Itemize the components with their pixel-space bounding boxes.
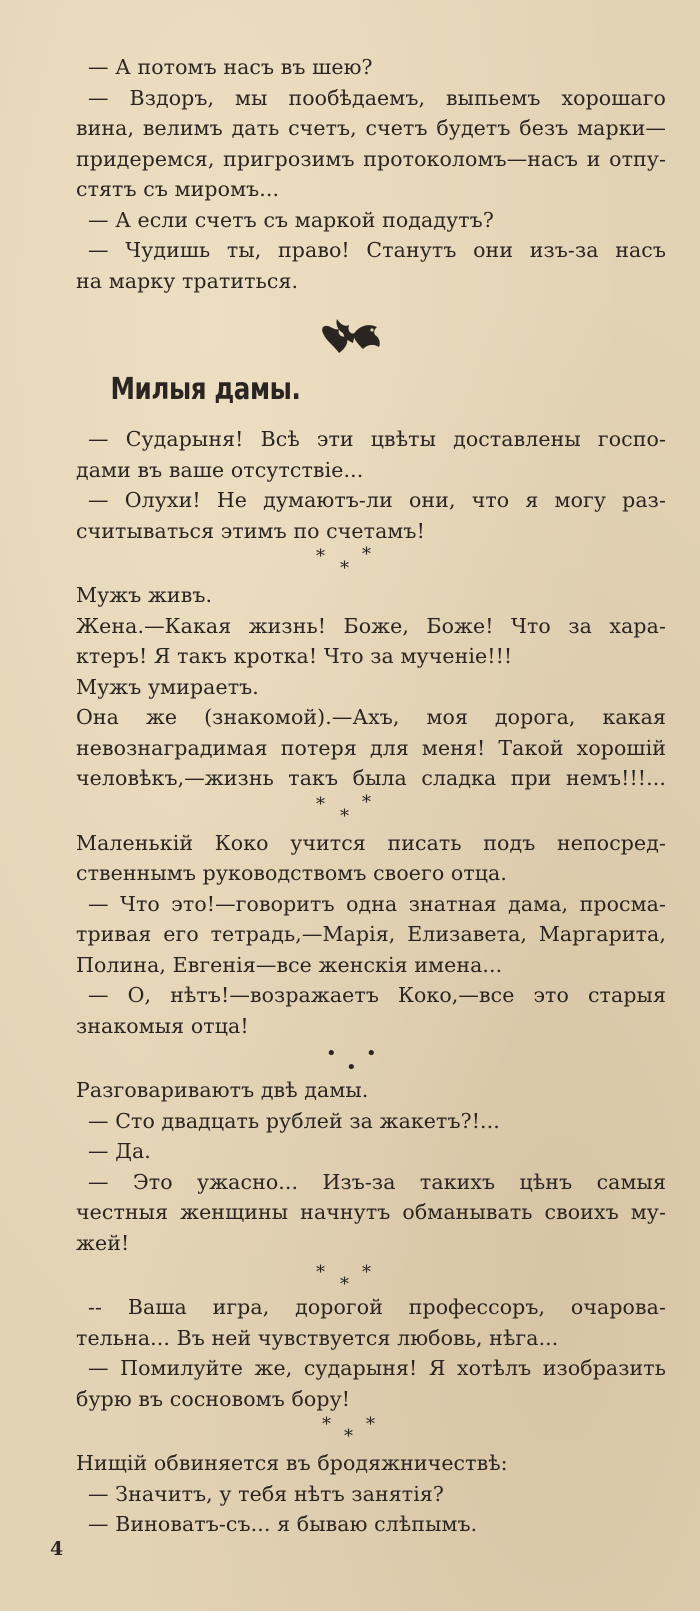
anecdote: [76, 424, 666, 546]
text-line: Нищій обвиняется въ бродяжничествѣ:: [76, 1451, 508, 1475]
separator-star: *: [340, 558, 349, 579]
text-line: жей!: [76, 1230, 130, 1255]
separator-star: *: [322, 1414, 331, 1435]
text-line: на марку тратиться.: [76, 268, 299, 293]
asterism-separator: [76, 791, 666, 828]
text-line: — Да.: [88, 1139, 151, 1163]
text-line: дами въ ваше отсутствіе...: [76, 457, 364, 482]
text-line: считываться этимъ по счетамъ!: [76, 518, 425, 543]
text-line: вина, велимъ дать счетъ, счетъ будетъ безъ марки—: [76, 116, 666, 140]
text-line: — А потомъ насъ въ шею?: [88, 55, 373, 79]
separator-star: *: [362, 1262, 371, 1283]
anecdote: [76, 1292, 666, 1414]
top-section: [76, 52, 666, 296]
text-line: Разговариваютъ двѣ дамы.: [76, 1078, 369, 1102]
separator-star: *: [340, 805, 349, 827]
text-line: — Сто двадцать рублей за жакетъ?!...: [88, 1108, 500, 1133]
separator-dot: •: [326, 1043, 337, 1064]
text-line: — Чудишь ты, право! Станутъ они изъ-за насъ: [88, 238, 666, 262]
text-line: знакомыя отца!: [76, 1013, 249, 1038]
text-line: человѣкъ,—жизнь такъ была сладка при немъ!!!...: [76, 766, 666, 790]
text-line: — Вздоръ, мы пообѣдаемъ, выпьемъ хорошаго: [88, 85, 666, 110]
separator-dot: •: [346, 1057, 357, 1078]
separator-star: *: [316, 546, 325, 567]
text-line: невознаградимая потеря для меня! Такой хорошій: [76, 735, 666, 760]
anecdote: [76, 1075, 666, 1258]
text-line: — Олухи! Не думаютъ-ли они, что я могу раз-: [88, 488, 666, 512]
text-line: Маленькій Коко учится писать подъ непосред-: [76, 830, 666, 855]
asterism-separator: [76, 1258, 666, 1295]
separator-star: *: [362, 791, 371, 813]
text-line: — Что это!—говоритъ одна знатная дама, просма-: [88, 891, 666, 916]
text-line: -- Ваша игра, дорогой профессоръ, очарова-: [88, 1295, 666, 1319]
text-line: Мужъ умираетъ.: [76, 674, 259, 699]
separator-dot: •: [366, 1043, 377, 1064]
text-line: Жена.—Какая жизнь! Боже, Боже! Что за хара-: [76, 613, 666, 638]
text-line: стятъ съ миромъ...: [76, 177, 280, 201]
text-line: — А если счетъ съ маркой подадутъ?: [88, 207, 494, 232]
separator-star: *: [344, 1426, 353, 1447]
asterism-separator: [76, 546, 666, 580]
text-line: — Помилуйте же, сударыня! Я хотѣлъ изобразить: [88, 1356, 666, 1380]
text-line: тельна... Въ ней чувствуется любовь, нѣга...: [76, 1325, 559, 1350]
text-line: Мужъ живъ.: [76, 583, 213, 607]
swallow-ornament-icon: [36, 300, 666, 370]
section-title: Милыя дамы.: [110, 372, 301, 407]
anecdote: [76, 580, 666, 794]
text-line: Полина, Евгенія—все женскія имена...: [76, 952, 503, 977]
text-line: придеремся, пригрозимъ протоколомъ—насъ и отпу-: [76, 146, 666, 171]
text-line: — Сударыня! Всѣ эти цвѣты доставлены госпо-: [88, 427, 666, 451]
text-line: — Это ужасно... Изъ-за такихъ цѣнъ самыя: [88, 1169, 666, 1194]
text-line: тривая его тетрадь,—Марія, Елизавета, Маргарита,: [76, 922, 666, 946]
text-line: — О, нѣтъ!—возражаетъ Коко,—все это старыя: [88, 983, 666, 1007]
separator-star: *: [362, 544, 371, 565]
page-text: [76, 52, 666, 1540]
text-line: бурю въ сосновомъ бору!: [76, 1386, 351, 1411]
separator-star: *: [316, 1262, 325, 1283]
text-line: ктеръ! Я такъ кротка! Что за мученіе!!!: [76, 644, 513, 668]
text-line: — Значитъ, у тебя нѣтъ занятія?: [88, 1481, 444, 1506]
text-line: честныя женщины начнутъ обманывать своихъ му-: [76, 1200, 666, 1224]
separator-star: *: [366, 1414, 375, 1435]
separator-star: *: [340, 1274, 349, 1295]
anecdote: [76, 828, 666, 1042]
dot-separator: [76, 1041, 666, 1078]
separator-star: *: [316, 793, 325, 815]
asterism-separator: [76, 1414, 666, 1448]
anecdote: [76, 1448, 666, 1540]
page-number: 4: [50, 1538, 64, 1560]
text-line: Она же (знакомой).—Ахъ, моя дорога, какая: [76, 705, 666, 729]
text-line: ственнымъ руководствомъ своего отца.: [76, 861, 507, 885]
text-line: — Виноватъ-съ... я бываю слѣпымъ.: [88, 1512, 478, 1536]
